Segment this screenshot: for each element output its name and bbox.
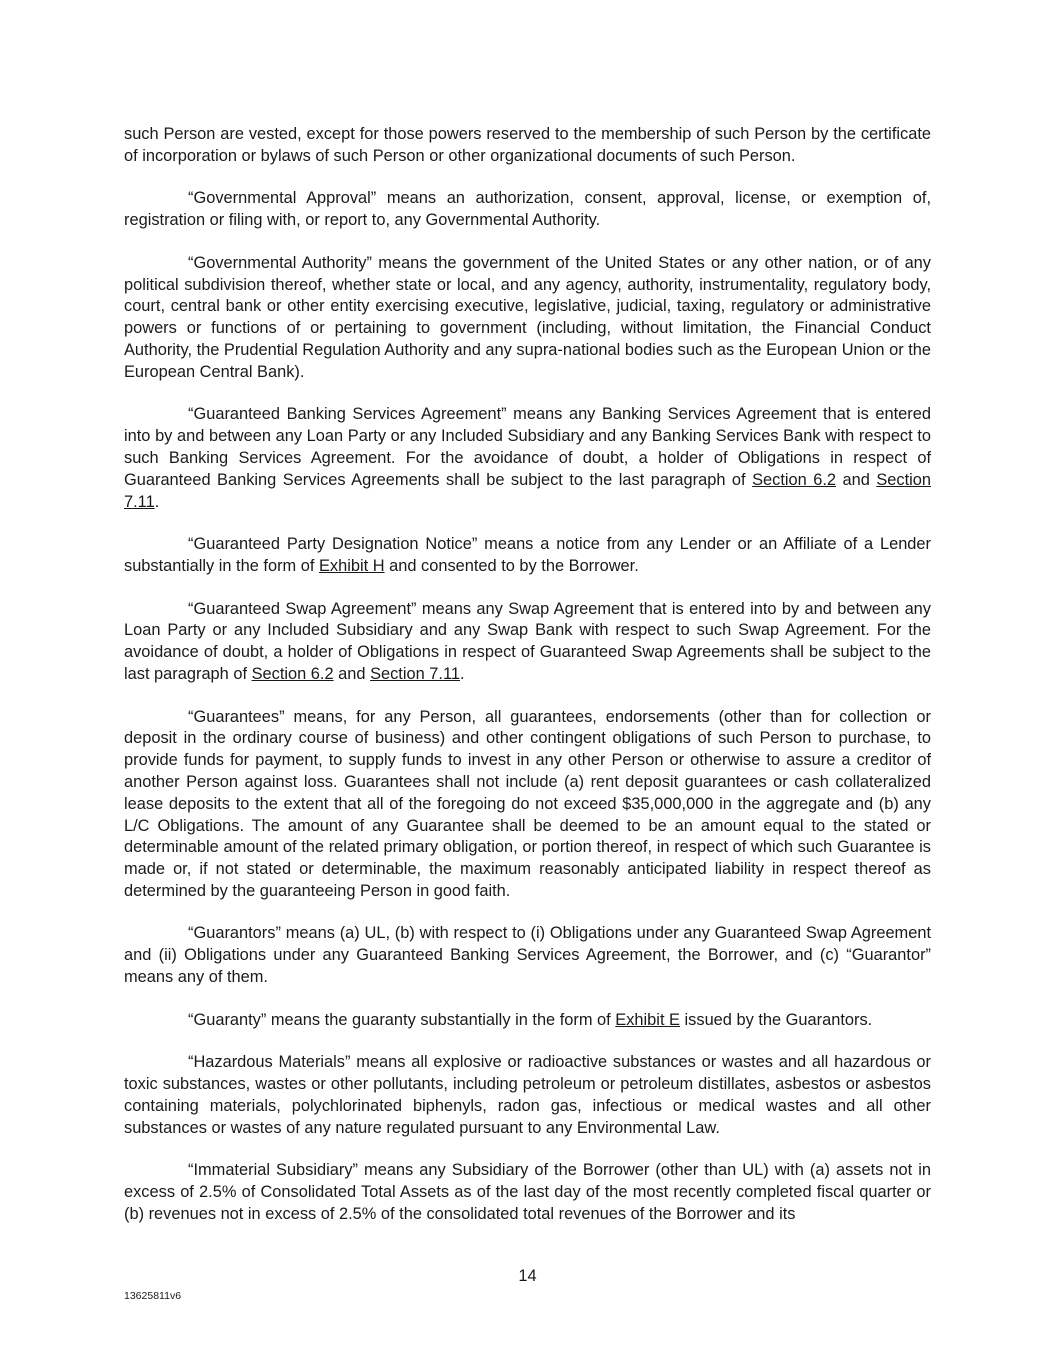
cross-reference-section-7-11: Section 7.11: [370, 664, 460, 683]
defined-term: “Guaranteed Banking Services Agreement”: [188, 405, 507, 424]
definition-text: means any Swap Agreement that is entered into by and between any Loan Party or any Included Subsidiary and any Swap Bank with respect to such Swap Agreement. For the avoidance of doubt, a holder of Obligations in respect of Guaranteed Swap Agreements shall be subject to the last paragraph of: [124, 599, 931, 683]
definition-text: .: [459, 664, 465, 683]
cross-reference-section-6-2: Section 6.2: [251, 664, 334, 683]
definition-guaranteed-swap-agreement: [124, 599, 931, 686]
definition-guarantees: [124, 707, 931, 903]
definition-text: and: [836, 470, 877, 489]
definition-guaranty: [124, 1010, 931, 1032]
definition-text: means an authorization, consent, approval, license, or exemption of, registration or filing with, or report to, any Governmental Authority.: [124, 189, 932, 230]
definition-text: issued by the Guarantors.: [679, 1010, 873, 1029]
paragraph-continuation: [124, 124, 931, 168]
document-body: [124, 124, 931, 1226]
defined-term: “Guaranty”: [188, 1010, 267, 1029]
defined-term: “Governmental Authority”: [188, 253, 372, 272]
page-number: 14: [518, 1267, 537, 1285]
defined-term: “Guaranteed Swap Agreement”: [188, 599, 417, 618]
definition-text: means all explosive or radioactive substances or wastes and all hazardous or toxic substances, wastes or other pollutants, including petroleum or petroleum distillates, asbestos or asbestos containing materials, polychlorinated biphenyls, radon gas, infectious or medical wastes and all other substances or wastes of any nature regulated pursuant to any Environmental Law.: [124, 1053, 931, 1137]
definition-text: means any Banking Services Agreement that is entered into by and between any Loan Party or any Included Subsidiary and any Banking Services Bank with respect to such Banking Services Agreement. For the avoidance of doubt, a holder of Obligations in respect of Guaranteed Banking Services Agreements shall be subject to the last paragraph of: [124, 405, 931, 489]
defined-term: “Guarantees”: [188, 707, 285, 726]
definition-guaranteed-party-designation-notice: [124, 534, 931, 578]
definition-text: means a notice from any Lender or an Affiliate of a Lender substantially in the form of: [124, 535, 931, 575]
definition-governmental-approval: [124, 188, 931, 232]
definition-text: means, for any Person, all guarantees, endorsements (other than for collection or deposit in the ordinary course of business) and other contingent obligations of such Person to purchase, to provide funds for payment, to supply funds to invest in any other Person or otherwise to assure a creditor of another Person against loss. Guarantees shall not include (a) rent deposit guarantees or cash collateralized lease deposits to the extent that all of the foregoing do not exceed $35,000,000 in the aggregate and (b) any L/C Obligations. The amount of any Guarantee shall be deemed to be an amount equal to the stated or determinable amount of the related primary obligation, or portion thereof, in respect of which such Guarantee is made or, if not stated or determinable, the maximum reasonably anticipated liability in respect thereof as determined by the guaranteeing Person in good faith.: [124, 707, 931, 900]
definition-text: .: [154, 492, 160, 511]
defined-term: “Guaranteed Party Designation Notice”: [188, 535, 478, 554]
definition-text: and: [333, 664, 371, 683]
definition-text: means the government of the United States or any other nation, or of any political subdivision thereof, whether state or local, and any agency, authority, instrumentality, regulatory body, court, central bank or other entity exercising executive, legislative, judicial, taxing, regulatory or administrative powers or functions of or pertaining to government (including, without limitation, the Financial Conduct Authority, the Prudential Regulation Authority and any supra-national bodies such as the European Union or the European Central Bank).: [124, 253, 931, 381]
definition-text: means any Subsidiary of the Borrower (other than UL) with (a) assets not in excess of 2.5% of Consolidated Total Assets as of the last day of the most recently completed fiscal quarter or (b) revenues not in excess of 2.5% of the consolidated total revenues of the Borrower and its: [124, 1161, 931, 1223]
paragraph-text: such Person are vested, except for those powers reserved to the membership of such Person by the certificate of incorporation or bylaws of such Person or other organizational documents of such Person.: [124, 125, 931, 165]
defined-term: “Immaterial Subsidiary”: [188, 1161, 358, 1180]
definition-guarantors: [124, 923, 931, 988]
cross-reference-section-6-2: Section 6.2: [752, 470, 837, 489]
defined-term: “Guarantors”: [188, 924, 281, 943]
cross-reference-section-7-11: Section 7.11: [124, 470, 931, 511]
defined-term: “Hazardous Materials”: [188, 1053, 351, 1072]
definition-text: and consented to by the Borrower.: [384, 556, 639, 575]
defined-term: “Governmental Approval”: [188, 189, 377, 208]
document-id: 13625811v6: [124, 1290, 182, 1302]
cross-reference-exhibit-e: Exhibit E: [615, 1010, 680, 1029]
definition-guaranteed-banking-services-agreement: [124, 404, 931, 513]
definition-immaterial-subsidiary: [124, 1160, 931, 1225]
definition-hazardous-materials: [124, 1052, 931, 1139]
definition-text: means (a) UL, (b) with respect to (i) Obligations under any Guaranteed Swap Agreement and (ii) Obligations under any Guaranteed Banking Services Agreement, the Borrower, and (c) “Guarantor” means any of them.: [124, 924, 931, 987]
definition-text: means the guaranty substantially in the form of: [266, 1010, 616, 1029]
cross-reference-exhibit-h: Exhibit H: [318, 556, 385, 575]
definition-governmental-authority: [124, 253, 931, 384]
